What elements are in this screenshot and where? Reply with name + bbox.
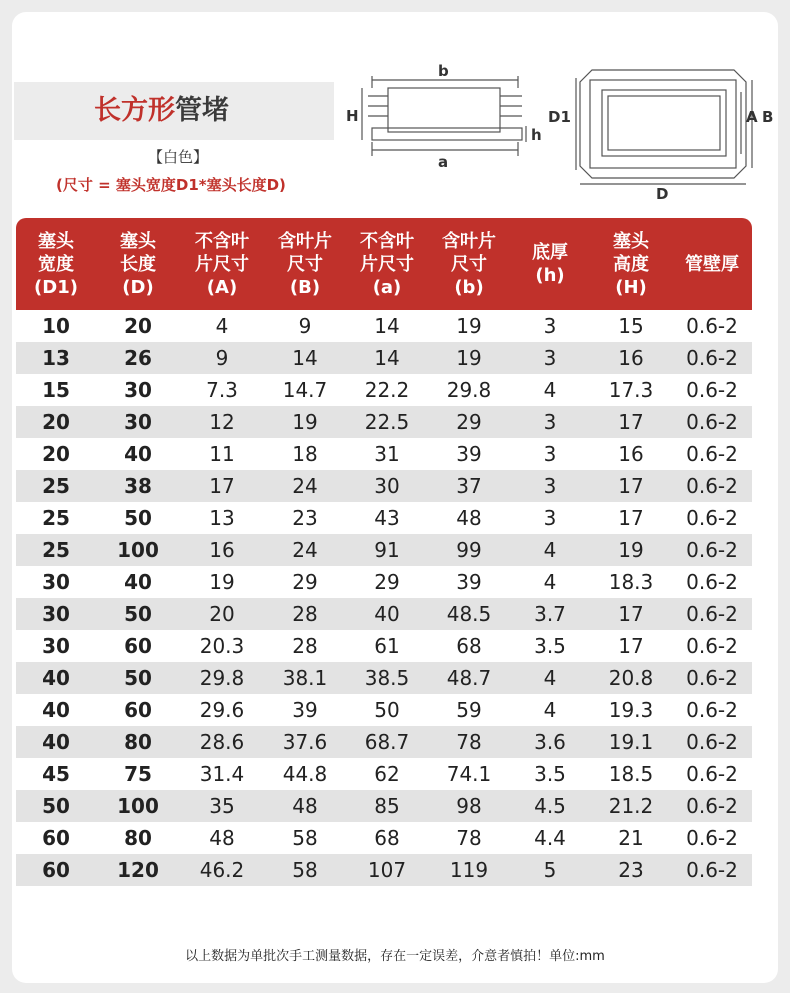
top-view-inner [608,96,720,150]
table-cell-col-b: 28 [264,598,346,630]
table-cell-col-a: 11 [209,442,235,466]
table-cell-col-a-small: 43 [374,506,400,530]
label-h: h [531,126,542,144]
table-cell-col-h: 17 [618,634,644,658]
table-row [16,374,752,406]
header-line: 底厚 [532,242,568,263]
table-cell-col-b-small: 78 [456,826,482,850]
table-cell-col-b-small: 48.7 [428,662,510,694]
table-cell-col-width-d1: 25 [42,506,70,530]
table-cell-col-b-small: 74.1 [446,762,492,786]
table-cell-col-width-d1: 30 [42,570,70,594]
table-cell-col-h: 18.3 [608,570,654,594]
table-cell-col-b-small: 19 [456,314,482,338]
table-cell-col-a: 29.6 [199,698,245,722]
table-cell-col-h-small: 3 [510,342,590,374]
table-row [16,534,752,566]
table-cell-col-h: 16 [618,442,644,466]
table-cell-col-a: 13 [209,506,235,530]
table-row [16,342,752,374]
table-cell-col-h-small: 4 [543,570,557,594]
table-cell-col-length-d: 80 [96,726,180,758]
table-cell-col-length-d: 20 [124,314,152,338]
table-row [16,566,752,598]
top-view-flange [590,80,736,168]
table-row [16,822,752,854]
table-cell-col-h-small: 4 [543,698,557,722]
header-line: 宽度 [38,253,74,275]
table-cell-col-h-small: 3 [543,314,557,338]
table-cell-col-b-small: 48 [456,506,482,530]
table-cell-col-a: 28.6 [180,726,264,758]
header-line: (h) [535,265,565,286]
header-line: 含叶片 [442,230,496,252]
header-col-h-small [510,218,590,310]
spec-table-header [16,218,752,310]
table-cell-col-length-d: 30 [124,378,152,402]
table-cell-col-a: 4 [215,314,229,338]
table-cell-col-h: 16 [590,342,672,374]
table-cell-col-b-small: 39 [456,570,482,594]
dimension-diagrams [0,0,790,215]
table-cell-col-b: 19 [264,406,346,438]
label-D1: D1 [548,108,571,126]
table-row [16,662,752,694]
table-cell-col-width-d1: 20 [16,406,96,438]
table-cell-col-h-small: 3.6 [510,726,590,758]
table-cell-col-h-small: 4 [543,378,557,402]
table-cell-col-length-d: 100 [96,790,180,822]
table-cell-col-b: 39 [292,698,318,722]
table-cell-col-h-small: 4.5 [510,790,590,822]
table-cell-col-a-small: 29 [374,570,400,594]
table-cell-col-wall: 0.6-2 [672,534,752,566]
table-cell-col-a-small: 62 [374,762,400,786]
table-cell-col-a-small: 50 [374,698,400,722]
table-cell-col-wall: 0.6-2 [672,470,752,502]
table-cell-col-b-small: 78 [428,726,510,758]
table-cell-col-length-d: 26 [96,342,180,374]
table-cell-col-length-d: 40 [124,570,152,594]
top-view-diagram [576,70,752,184]
header-line: 长度 [120,253,156,275]
table-cell-col-b-small: 119 [428,854,510,886]
table-cell-col-width-d1: 30 [16,598,96,630]
table-cell-col-length-d: 75 [124,762,152,786]
table-cell-col-h: 17 [618,506,644,530]
table-cell-col-a-small: 40 [346,598,428,630]
table-cell-col-a-small: 14 [374,314,400,338]
table-cell-col-a-small: 38.5 [346,662,428,694]
table-row [16,598,752,630]
label-a: a [438,153,449,171]
table-row [16,630,752,662]
table-cell-col-width-d1: 30 [42,634,70,658]
table-cell-col-wall: 0.6-2 [672,662,752,694]
header-col-b-small [428,218,510,310]
table-cell-col-wall: 0.6-2 [686,634,738,658]
spec-table [16,218,752,886]
table-cell-col-h-small: 3.5 [534,634,566,658]
table-cell-col-a-small: 30 [346,470,428,502]
header-line: 不含叶 [360,230,414,252]
table-cell-col-width-d1: 25 [16,470,96,502]
table-cell-col-width-d1: 45 [42,762,70,786]
table-cell-col-wall: 0.6-2 [686,698,738,722]
table-cell-col-h: 17 [590,406,672,438]
header-line: (D) [122,276,154,298]
table-cell-col-b: 24 [264,470,346,502]
header-line: 片尺寸 [360,253,414,275]
table-cell-col-width-d1: 40 [16,726,96,758]
side-view-body [388,88,500,132]
table-cell-col-h: 20.8 [590,662,672,694]
table-cell-col-b: 9 [298,314,312,338]
label-D: D [656,185,669,203]
table-cell-col-h-small: 3.7 [510,598,590,630]
header-line: (a) [372,276,402,298]
table-cell-col-b-small: 29.8 [446,378,492,402]
page-title-red: 长方形 [94,95,175,126]
table-cell-col-wall: 0.6-2 [672,342,752,374]
table-cell-col-h: 23 [590,854,672,886]
table-cell-col-b: 48 [264,790,346,822]
table-cell-col-b: 44.8 [282,762,328,786]
table-row [16,694,752,726]
header-col-length-d [96,218,180,310]
header-line: 尺寸 [451,253,487,275]
table-cell-col-b: 24 [264,534,346,566]
header-line: 高度 [613,253,649,275]
table-cell-col-b-small: 39 [456,442,482,466]
table-cell-col-length-d: 80 [124,826,152,850]
header-line: 塞头 [38,230,74,252]
table-cell-col-length-d: 60 [124,634,152,658]
table-row [16,758,752,790]
table-cell-col-wall: 0.6-2 [672,726,752,758]
table-cell-col-a-small: 31 [374,442,400,466]
table-row [16,790,752,822]
header-line: (D1) [34,276,78,298]
table-cell-col-b-small: 98 [428,790,510,822]
table-cell-col-wall: 0.6-2 [686,378,738,402]
table-cell-col-a-small: 85 [346,790,428,822]
table-row [16,502,752,534]
table-cell-col-h-small: 5 [510,854,590,886]
header-line: 塞头 [613,230,649,252]
table-cell-col-a-small: 22.2 [364,378,410,402]
page-title-dark: 管堵 [175,95,229,126]
table-cell-col-length-d: 100 [96,534,180,566]
table-cell-col-a: 48 [209,826,235,850]
header-line: (B) [289,276,321,298]
table-cell-col-length-d: 120 [96,854,180,886]
table-cell-col-a: 17 [180,470,264,502]
header-col-width-d1 [16,218,96,310]
table-cell-col-b-small: 59 [456,698,482,722]
table-cell-col-b: 37.6 [264,726,346,758]
footer-note: 以上数据为单批次手工测量数据，存在一定误差，介意者慎拍！单位:mm [185,949,605,964]
table-cell-col-width-d1: 10 [42,314,70,338]
table-cell-col-wall: 0.6-2 [672,406,752,438]
table-cell-col-width-d1: 25 [16,534,96,566]
table-cell-col-wall: 0.6-2 [686,826,738,850]
table-cell-col-b: 58 [264,854,346,886]
table-cell-col-h-small: 3 [510,406,590,438]
table-row [16,310,752,342]
table-cell-col-b-small: 99 [428,534,510,566]
table-cell-col-b: 28 [292,634,318,658]
table-cell-col-h: 19.3 [608,698,654,722]
label-H: H [346,107,359,125]
table-cell-col-h: 21.2 [590,790,672,822]
label-A: A [746,108,758,126]
spec-table-body [16,310,752,886]
table-cell-col-a-small: 61 [374,634,400,658]
table-cell-col-a: 12 [180,406,264,438]
table-row [16,438,752,470]
table-cell-col-b: 23 [292,506,318,530]
header-line: 含叶片 [278,230,332,252]
table-cell-col-a: 29.8 [180,662,264,694]
table-row [16,406,752,438]
header-line: 管壁厚 [685,253,739,275]
table-cell-col-h: 19 [590,534,672,566]
table-cell-col-h-small: 3 [543,506,557,530]
top-view-outer [580,70,746,178]
table-cell-col-b: 58 [292,826,318,850]
table-cell-col-wall: 0.6-2 [686,314,738,338]
table-cell-col-h-small: 4 [510,662,590,694]
size-formula: (尺寸 = 塞头宽度D1*塞头长度D) [56,176,286,194]
table-cell-col-wall: 0.6-2 [686,442,738,466]
table-cell-col-a-small: 68 [374,826,400,850]
table-cell-col-h-small: 3.5 [534,762,566,786]
header-line: 片尺寸 [195,253,249,275]
header-line: (H) [615,276,647,298]
table-cell-col-width-d1: 60 [42,826,70,850]
table-cell-col-b: 14 [264,342,346,374]
table-cell-col-wall: 0.6-2 [672,598,752,630]
table-row [16,854,752,886]
label-B: B [762,108,774,126]
header-line: 不含叶 [195,230,249,252]
table-cell-col-length-d: 50 [96,662,180,694]
header-col-a [180,218,264,310]
table-cell-col-width-d1: 20 [42,442,70,466]
table-row [16,726,752,758]
table-cell-col-h: 21 [618,826,644,850]
table-cell-col-b: 38.1 [264,662,346,694]
table-cell-col-h: 17 [590,470,672,502]
table-cell-col-h-small: 4 [510,534,590,566]
table-cell-col-width-d1: 60 [16,854,96,886]
table-cell-col-wall: 0.6-2 [686,506,738,530]
table-cell-col-b: 14.7 [282,378,328,402]
header-col-h [590,218,672,310]
table-cell-col-wall: 0.6-2 [686,570,738,594]
table-cell-col-wall: 0.6-2 [672,790,752,822]
table-cell-col-h: 17.3 [608,378,654,402]
table-cell-col-h: 15 [618,314,644,338]
table-cell-col-a: 19 [209,570,235,594]
table-cell-col-h-small: 4.4 [534,826,566,850]
table-cell-col-wall: 0.6-2 [672,854,752,886]
table-cell-col-b: 29 [292,570,318,594]
table-row [16,470,752,502]
table-cell-col-a-small: 22.5 [346,406,428,438]
table-cell-col-width-d1: 13 [16,342,96,374]
table-cell-col-a: 9 [180,342,264,374]
table-cell-col-a: 20.3 [199,634,245,658]
side-view-diagram [362,76,526,156]
table-cell-col-a: 7.3 [206,378,238,402]
table-cell-col-length-d: 30 [96,406,180,438]
header-line: (A) [206,276,238,298]
table-cell-col-b: 18 [292,442,318,466]
top-view-body [602,90,726,156]
header-line: 尺寸 [287,253,323,275]
table-cell-col-length-d: 60 [124,698,152,722]
table-cell-col-b-small: 37 [428,470,510,502]
header-col-a-small [346,218,428,310]
table-cell-col-b-small: 19 [428,342,510,374]
table-cell-col-a-small: 68.7 [346,726,428,758]
table-cell-col-b-small: 29 [428,406,510,438]
header-col-b [264,218,346,310]
table-cell-col-b-small: 68 [456,634,482,658]
table-cell-col-h: 18.5 [608,762,654,786]
table-cell-col-length-d: 50 [96,598,180,630]
table-cell-col-length-d: 50 [124,506,152,530]
table-cell-col-h: 19.1 [590,726,672,758]
table-cell-col-a: 31.4 [199,762,245,786]
table-cell-col-a-small: 14 [346,342,428,374]
table-cell-col-width-d1: 40 [42,698,70,722]
table-cell-col-a: 46.2 [180,854,264,886]
table-cell-col-a: 16 [180,534,264,566]
table-cell-col-h: 17 [590,598,672,630]
table-cell-col-b-small: 48.5 [428,598,510,630]
table-cell-col-wall: 0.6-2 [686,762,738,786]
table-cell-col-a-small: 107 [346,854,428,886]
label-b: b [438,62,449,80]
table-cell-col-h-small: 3 [510,470,590,502]
table-cell-col-a-small: 91 [346,534,428,566]
table-cell-col-width-d1: 50 [16,790,96,822]
table-cell-col-a: 20 [180,598,264,630]
table-cell-col-a: 35 [180,790,264,822]
table-cell-col-width-d1: 15 [42,378,70,402]
header-line: (b) [454,276,484,298]
table-cell-col-length-d: 40 [124,442,152,466]
table-cell-col-width-d1: 40 [16,662,96,694]
header-line: 塞头 [120,230,156,252]
table-cell-col-h-small: 3 [543,442,557,466]
color-label: 【白色】 [148,148,209,166]
header-col-wall [672,218,752,310]
table-cell-col-length-d: 38 [96,470,180,502]
